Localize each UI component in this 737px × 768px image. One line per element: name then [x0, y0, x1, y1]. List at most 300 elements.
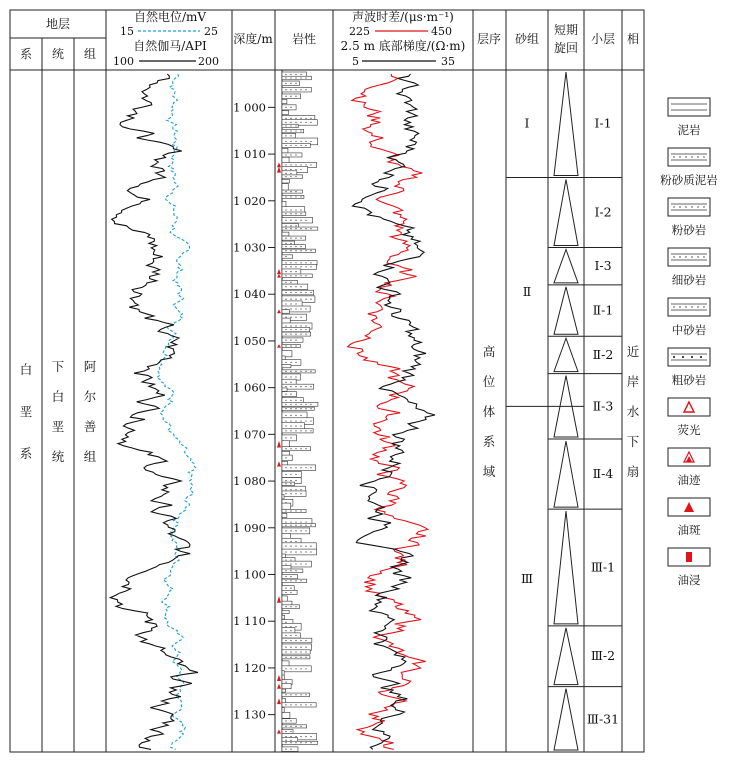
litho-grain: [290, 299, 291, 300]
litho-grain: [290, 726, 291, 727]
litho-grain: [290, 130, 291, 131]
litho-grain: [285, 592, 286, 593]
litho-grain: [300, 292, 301, 293]
legend-grain: [703, 306, 704, 307]
litho-grain: [290, 275, 291, 276]
litho-grain: [290, 448, 291, 449]
litho-grain: [290, 303, 291, 304]
litho-grain: [295, 83, 296, 84]
litho-grain: [285, 626, 286, 627]
litho-grain: [310, 250, 311, 251]
litho-grain: [305, 551, 306, 552]
litho-grain: [295, 386, 296, 387]
litho-grain: [285, 530, 286, 531]
legend-grain: [703, 206, 704, 207]
depth-label: 1 090: [233, 520, 266, 535]
oil-show-mark: [277, 461, 281, 466]
litho-grain: [290, 493, 291, 494]
litho-grain: [285, 209, 286, 210]
sublayer-label: Ⅲ-31: [586, 711, 620, 727]
litho-grain: [285, 457, 286, 458]
litho-grain: [310, 430, 311, 431]
litho-grain: [295, 425, 296, 426]
sublayer-label: Ⅱ-2: [592, 346, 614, 362]
litho-grain: [305, 420, 306, 421]
litho-bed: [282, 153, 302, 157]
litho-grain: [285, 262, 286, 263]
legend-label: 油迹: [677, 473, 701, 487]
litho-grain: [285, 196, 286, 197]
litho-grain: [290, 225, 291, 226]
litho-grain: [285, 420, 286, 421]
litho-grain: [290, 292, 291, 293]
litho-grain: [285, 425, 286, 426]
legend-grain: [682, 356, 684, 358]
litho-grain: [290, 376, 291, 377]
litho-grain: [285, 118, 286, 119]
litho-grain: [285, 145, 286, 146]
lithology-column: [277, 70, 318, 752]
litho-grain: [285, 580, 286, 581]
litho-grain: [290, 308, 291, 309]
litho-grain: [285, 371, 286, 372]
litho-grain: [295, 694, 296, 695]
litho-grain: [290, 400, 291, 401]
sp-max-label: 25: [204, 25, 218, 38]
litho-grain: [305, 525, 306, 526]
litho-bed: [282, 482, 295, 485]
litho-grain: [290, 731, 291, 732]
sand-group-label: Ⅰ: [524, 115, 530, 131]
litho-grain: [290, 164, 291, 165]
litho-grain: [300, 308, 301, 309]
litho-grain: [295, 668, 296, 669]
rt-header: 2.5 m 底部梯度/(Ω·m): [340, 39, 466, 53]
cycle-triangle: [554, 511, 578, 624]
v-system-char: 垩: [19, 404, 33, 419]
litho-bed: [282, 111, 289, 115]
litho-grain: [290, 467, 291, 468]
sublayer-label: Ⅲ-2: [590, 648, 616, 664]
litho-grain: [285, 551, 286, 552]
litho-bed: [282, 689, 286, 692]
v-tract-char: 位: [482, 374, 496, 389]
litho-grain: [295, 420, 296, 421]
litho-grain: [285, 559, 286, 560]
litho-grain: [285, 720, 286, 721]
legend-item-medium-sandstone: [668, 298, 710, 337]
litho-grain: [305, 77, 306, 78]
litho-grain: [310, 546, 311, 547]
litho-bed: [282, 590, 297, 594]
litho-grain: [305, 386, 306, 387]
litho-grain: [300, 325, 301, 326]
sand-group-label: Ⅲ: [520, 571, 534, 587]
litho-grain: [290, 286, 291, 287]
litho-grain: [295, 77, 296, 78]
litho-bed: [282, 175, 303, 178]
litho-grain: [290, 243, 291, 244]
litho-grain: [285, 576, 286, 577]
litho-grain: [295, 333, 296, 334]
litho-grain: [295, 570, 296, 571]
litho-grain: [295, 303, 296, 304]
litho-bed: [282, 402, 318, 406]
litho-grain: [295, 371, 296, 372]
litho-grain: [295, 238, 296, 239]
litho-grain: [290, 118, 291, 119]
litho-grain: [290, 173, 291, 174]
litho-grain: [290, 408, 291, 409]
litho-grain: [290, 489, 291, 490]
litho-bed: [282, 370, 315, 373]
litho-grain: [290, 154, 291, 155]
depth-label: 1 020: [233, 193, 266, 208]
litho-grain: [290, 135, 291, 136]
litho-grain: [290, 480, 291, 481]
litho-grain: [305, 736, 306, 737]
litho-grain: [290, 420, 291, 421]
litho-grain: [285, 588, 286, 589]
litho-grain: [285, 521, 286, 522]
litho-grain: [310, 141, 311, 142]
litho-grain: [295, 448, 296, 449]
litho-bed: [282, 407, 314, 410]
litho-grain: [300, 551, 301, 552]
legend-grain: [697, 306, 698, 307]
litho-grain: [300, 489, 301, 490]
litho-grain: [295, 213, 296, 214]
v-tract-char: 体: [482, 404, 496, 419]
litho-grain: [305, 408, 306, 409]
litho-bed: [282, 719, 296, 724]
litho-grain: [290, 125, 291, 126]
litho-grain: [295, 122, 296, 123]
litho-grain: [290, 425, 291, 426]
litho-grain: [305, 89, 306, 90]
litho-grain: [300, 736, 301, 737]
litho-grain: [285, 250, 286, 251]
litho-grain: [305, 220, 306, 221]
v-formation-char: 组: [83, 449, 97, 464]
litho-grain: [290, 657, 291, 658]
litho-grain: [305, 467, 306, 468]
litho-bed: [282, 586, 294, 591]
v-series-char: 白: [51, 389, 65, 404]
depth-label: 1 050: [233, 333, 266, 348]
v-series-char: 垩: [51, 419, 65, 434]
litho-bed: [282, 148, 288, 153]
litho-grain: [300, 742, 301, 743]
litho-grain: [290, 580, 291, 581]
litho-grain: [285, 256, 286, 257]
litho-grain: [285, 176, 286, 177]
litho-grain: [290, 694, 291, 695]
legend-grain: [685, 256, 686, 257]
litho-grain: [285, 651, 286, 652]
system-header: 系: [19, 47, 33, 61]
v-formation-char: 善: [83, 419, 97, 434]
litho-grain: [285, 135, 286, 136]
oil-show-mark: [277, 166, 281, 172]
litho-grain: [305, 329, 306, 330]
sublayer-label: Ⅱ-4: [592, 466, 614, 482]
litho-grain: [290, 651, 291, 652]
formation-name: [84, 359, 97, 464]
legend-label: 油浸: [677, 573, 701, 587]
litho-grain: [290, 339, 291, 340]
litho-grain: [285, 415, 286, 416]
ac-header: 声波时差/(μs·m⁻¹): [352, 10, 454, 24]
litho-grain: [290, 325, 291, 326]
litho-bed: [282, 435, 297, 441]
litho-grain: [290, 474, 291, 475]
legend-grain: [691, 156, 692, 157]
litho-bed: [282, 255, 293, 258]
litho-grain: [290, 246, 291, 247]
litho-grain: [300, 493, 301, 494]
litho-grain: [290, 77, 291, 78]
litho-grain: [295, 250, 296, 251]
litho-grain: [285, 89, 286, 90]
litho-bed: [282, 495, 284, 499]
litho-grain: [300, 404, 301, 405]
litho-grain: [300, 141, 301, 142]
litho-bed: [282, 554, 285, 558]
v-tract-char: 域: [482, 464, 496, 479]
legend-label: 中砂岩: [671, 323, 707, 337]
oil-immersion-icon: [686, 552, 692, 562]
litho-grain: [285, 647, 286, 648]
litho-grain: [285, 122, 286, 123]
litho-grain: [300, 74, 301, 75]
oil-show-mark: [277, 344, 281, 347]
litho-grain: [305, 563, 306, 564]
litho-grain: [290, 647, 291, 648]
litho-grain: [295, 525, 296, 526]
litho-grain: [285, 286, 286, 287]
litho-grain: [290, 213, 291, 214]
litho-grain: [295, 647, 296, 648]
litho-grain: [300, 209, 301, 210]
legend-item-oil-spot: [668, 498, 710, 537]
litho-grain: [290, 541, 291, 542]
litho-grain: [300, 333, 301, 334]
litho-bed: [282, 747, 298, 752]
litho-grain: [295, 176, 296, 177]
litho-grain: [295, 299, 296, 300]
litho-bed: [282, 684, 291, 689]
legend-grain: [691, 206, 692, 207]
litho-bed: [282, 290, 314, 295]
litho-grain: [290, 483, 291, 484]
litho-grain: [285, 493, 286, 494]
litho-grain: [290, 720, 291, 721]
litho-grain: [285, 704, 286, 705]
litho-bed: [282, 232, 289, 236]
oil-show-mark: [277, 684, 281, 689]
litho-grain: [285, 107, 286, 108]
litho-bed: [282, 569, 303, 572]
litho-grain: [310, 704, 311, 705]
v-facies-char: 下: [626, 434, 640, 449]
litho-grain: [285, 694, 286, 695]
sand-group-label: Ⅱ: [522, 283, 532, 299]
litho-grain: [310, 228, 311, 229]
system-name: [20, 362, 33, 461]
litho-grain: [300, 89, 301, 90]
litho-bed: [282, 388, 287, 391]
litho-grain: [305, 530, 306, 531]
cycle-triangle: [554, 628, 578, 685]
litho-grain: [285, 740, 286, 741]
litho-grain: [295, 551, 296, 552]
litho-bed: [282, 455, 292, 461]
legend-label: 粉砂岩: [671, 223, 707, 237]
oil-show-mark: [277, 596, 281, 603]
litho-grain: [290, 317, 291, 318]
litho-grain: [290, 740, 291, 741]
litho-grain: [295, 489, 296, 490]
litho-grain: [285, 246, 286, 247]
litho-grain: [300, 220, 301, 221]
litho-grain: [310, 266, 311, 267]
legend-grain: [685, 306, 686, 307]
litho-grain: [295, 736, 296, 737]
litho-bed: [282, 201, 286, 207]
litho-grain: [295, 640, 296, 641]
cycle-triangle: [554, 179, 578, 245]
litho-grain: [310, 525, 311, 526]
litho-grain: [300, 408, 301, 409]
litho-grain: [285, 345, 286, 346]
litho-grain: [300, 317, 301, 318]
cycle-triangle: [554, 72, 578, 175]
litho-grain: [300, 647, 301, 648]
cycle-triangle: [554, 338, 578, 371]
litho-grain: [285, 606, 286, 607]
litho-grain: [310, 122, 311, 123]
litho-bed: [282, 99, 287, 103]
legend-item-fine-sandstone: [668, 248, 710, 287]
litho-grain: [295, 510, 296, 511]
facies-header: 相: [626, 32, 640, 46]
litho-bed: [282, 364, 291, 367]
litho-grain: [295, 196, 296, 197]
lithology-legend: [660, 98, 718, 587]
depth-label: 1 120: [233, 660, 266, 675]
litho-grain: [310, 371, 311, 372]
sequence-header: 层序: [476, 32, 502, 46]
depth-label: 1 080: [233, 474, 266, 489]
litho-grain: [305, 546, 306, 547]
litho-bed: [282, 392, 296, 397]
litho-bed: [282, 615, 285, 619]
litho-grain: [305, 164, 306, 165]
litho-bed: [282, 503, 291, 509]
legend-grain: [697, 256, 698, 257]
legend-label: 油斑: [677, 523, 701, 537]
litho-grain: [285, 541, 286, 542]
litho-grain: [290, 220, 291, 221]
litho-grain: [295, 246, 296, 247]
cycle-header-line2: 旋回: [553, 41, 579, 55]
sublayer-label: Ⅰ-2: [594, 204, 612, 220]
litho-grain: [290, 196, 291, 197]
litho-bed: [282, 610, 289, 613]
litho-grain: [290, 386, 291, 387]
litho-grain: [285, 125, 286, 126]
litho-grain: [310, 408, 311, 409]
sublayer-header: 小层: [590, 32, 616, 46]
litho-grain: [295, 191, 296, 192]
litho-grain: [290, 749, 291, 750]
litho-grain: [295, 141, 296, 142]
litho-grain: [295, 521, 296, 522]
v-facies-char: 近: [626, 344, 640, 359]
litho-grain: [295, 580, 296, 581]
legend-grain: [691, 356, 693, 358]
ac-rt-log-track: [348, 74, 435, 749]
litho-grain: [290, 89, 291, 90]
litho-grain: [295, 118, 296, 119]
litho-grain: [285, 83, 286, 84]
legend-grain: [697, 206, 698, 207]
litho-grain: [300, 726, 301, 727]
litho-grain: [310, 420, 311, 421]
litho-grain: [305, 228, 306, 229]
legend-label: 粗砂岩: [671, 373, 707, 387]
litho-grain: [300, 510, 301, 511]
v-facies-char: 扇: [626, 464, 640, 479]
litho-grain: [285, 525, 286, 526]
litho-grain: [305, 250, 306, 251]
litho-grain: [285, 480, 286, 481]
litho-grain: [290, 563, 291, 564]
table-header: [20, 9, 639, 68]
litho-grain: [305, 448, 306, 449]
depth-label: 1 000: [233, 100, 266, 115]
litho-grain: [295, 74, 296, 75]
litho-grain: [310, 736, 311, 737]
legend-grain: [703, 156, 704, 157]
litho-grain: [285, 742, 286, 743]
litho-grain: [295, 493, 296, 494]
litho-grain: [295, 430, 296, 431]
litho-grain: [305, 275, 306, 276]
litho-grain: [295, 362, 296, 363]
litho-grain: [285, 376, 286, 377]
litho-grain: [285, 635, 286, 636]
litho-grain: [300, 425, 301, 426]
litho-grain: [290, 107, 291, 108]
litho-grain: [290, 551, 291, 552]
depth-header: 深度/m: [233, 32, 273, 46]
litho-grain: [295, 541, 296, 542]
litho-grain: [295, 546, 296, 547]
litho-grain: [300, 145, 301, 146]
litho-grain: [290, 630, 291, 631]
litho-grain: [300, 651, 301, 652]
litho-grain: [290, 559, 291, 560]
cycle-triangle: [554, 689, 578, 750]
litho-grain: [310, 299, 311, 300]
litho-grain: [285, 329, 286, 330]
litho-grain: [285, 238, 286, 239]
litho-grain: [285, 483, 286, 484]
litho-grain: [295, 275, 296, 276]
litho-grain: [290, 404, 291, 405]
